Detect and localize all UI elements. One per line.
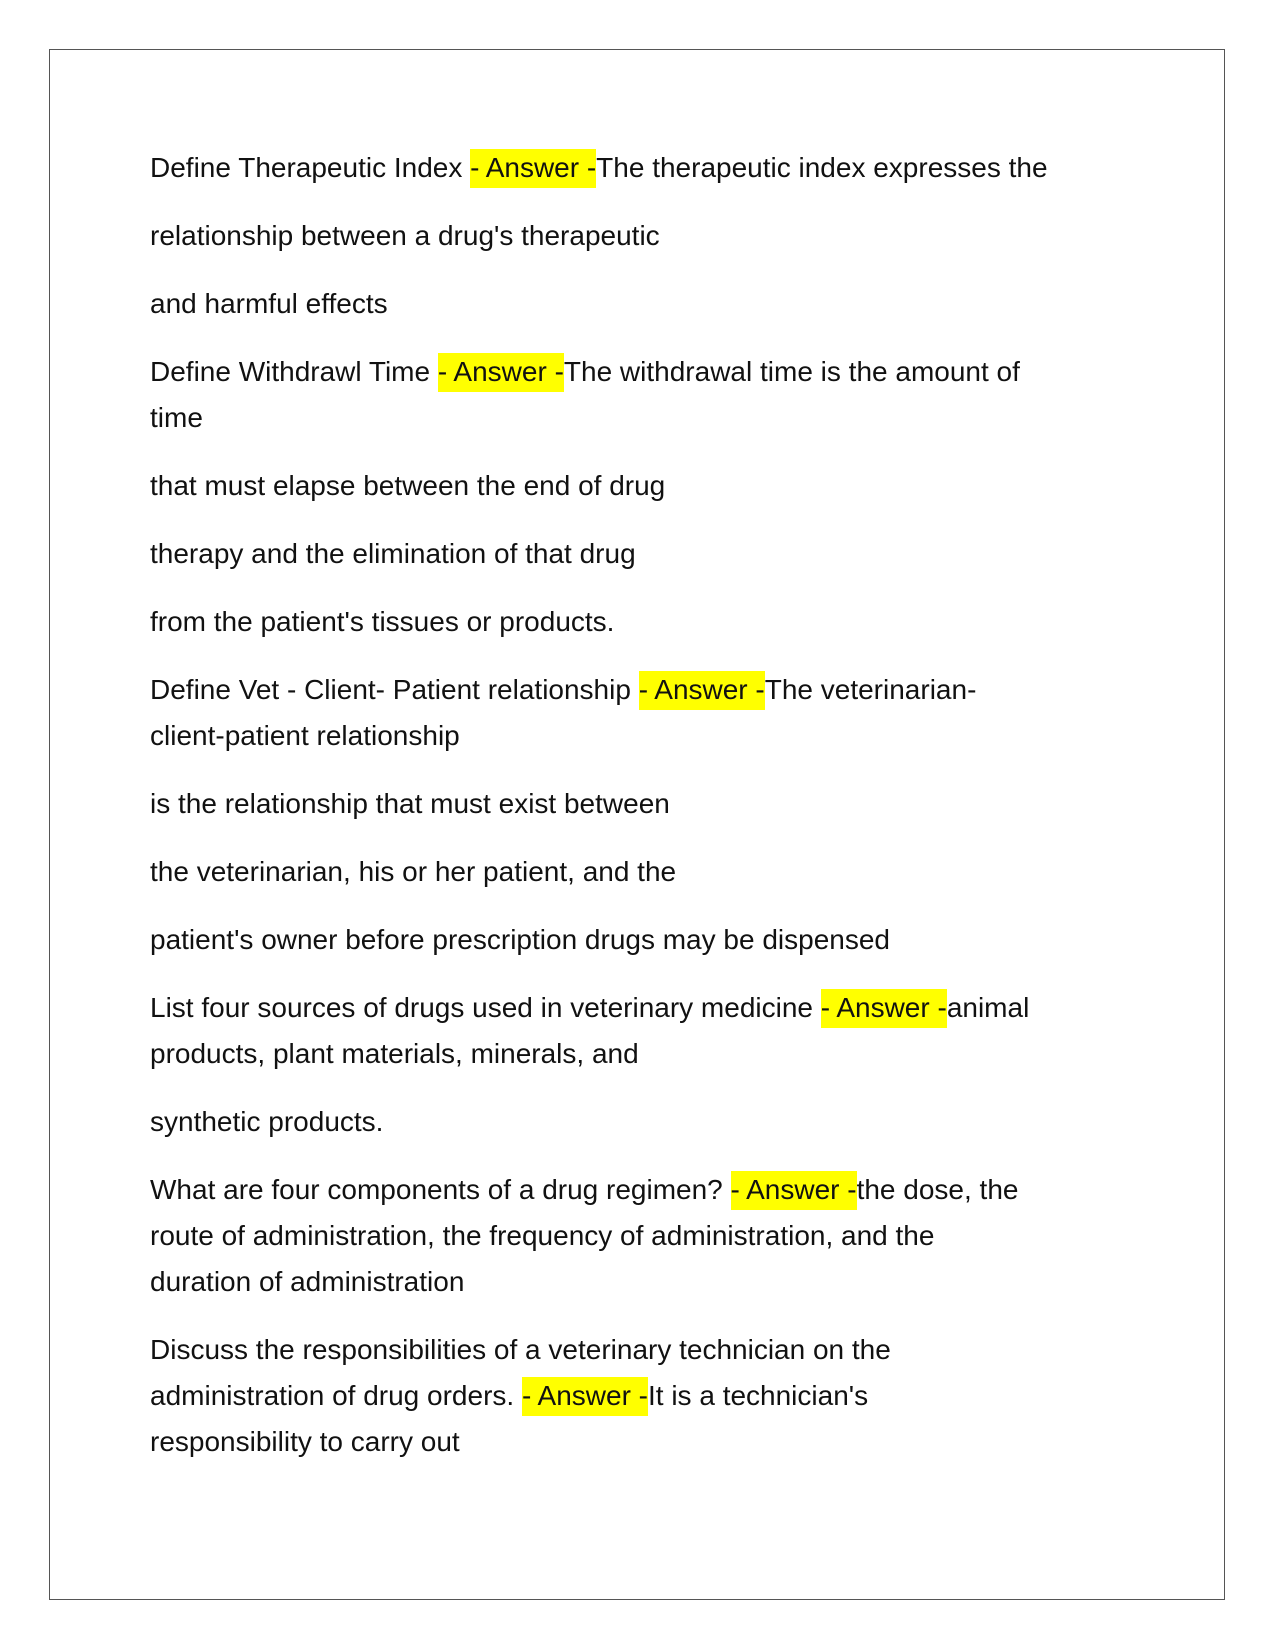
text-line: and harmful effects xyxy=(150,288,388,319)
text-line: What are four components of a drug regimen? - Answer -the dose, the xyxy=(150,1167,1150,1213)
text-line: route of administration, the frequency of administration, and the xyxy=(150,1220,935,1251)
text-line: products, plant materials, minerals, and xyxy=(150,1038,639,1069)
text-line: the veterinarian, his or her patient, and the xyxy=(150,856,677,887)
answer-highlight: - Answer - xyxy=(639,671,765,710)
text-line: responsibility to carry out xyxy=(150,1426,460,1457)
text-line: duration of administration xyxy=(150,1266,465,1297)
text-line: that must elapse between the end of drug xyxy=(150,470,666,501)
text-line: Define Vet - Client- Patient relationship - Answer -The veterinarian- xyxy=(150,667,1150,713)
answer-highlight: - Answer - xyxy=(821,989,947,1028)
answer-highlight: - Answer - xyxy=(731,1171,857,1210)
answer-highlight: - Answer - xyxy=(522,1377,648,1416)
text-line: from the patient's tissues or products. xyxy=(150,606,615,637)
document-body xyxy=(150,145,1150,1465)
text-line: List four sources of drugs used in veterinary medicine - Answer -animal xyxy=(150,985,1150,1031)
text-line: synthetic products. xyxy=(150,1106,384,1137)
text-line: therapy and the elimination of that drug xyxy=(150,538,636,569)
text-line: Discuss the responsibilities of a veterinary technician on the xyxy=(150,1334,891,1365)
text-line: Define Therapeutic Index - Answer -The therapeutic index expresses the xyxy=(150,145,1150,191)
answer-highlight: - Answer - xyxy=(438,353,564,392)
text-line: Define Withdrawl Time - Answer -The withdrawal time is the amount of xyxy=(150,349,1150,395)
text-line: is the relationship that must exist between xyxy=(150,788,670,819)
text-line: patient's owner before prescription drugs may be dispensed xyxy=(150,924,890,955)
text-line: time xyxy=(150,402,203,433)
text-line: administration of drug orders. - Answer -It is a technician's xyxy=(150,1373,1150,1419)
answer-highlight: - Answer - xyxy=(470,149,596,188)
text-line: relationship between a drug's therapeutic xyxy=(150,220,660,251)
text-line: client-patient relationship xyxy=(150,720,460,751)
